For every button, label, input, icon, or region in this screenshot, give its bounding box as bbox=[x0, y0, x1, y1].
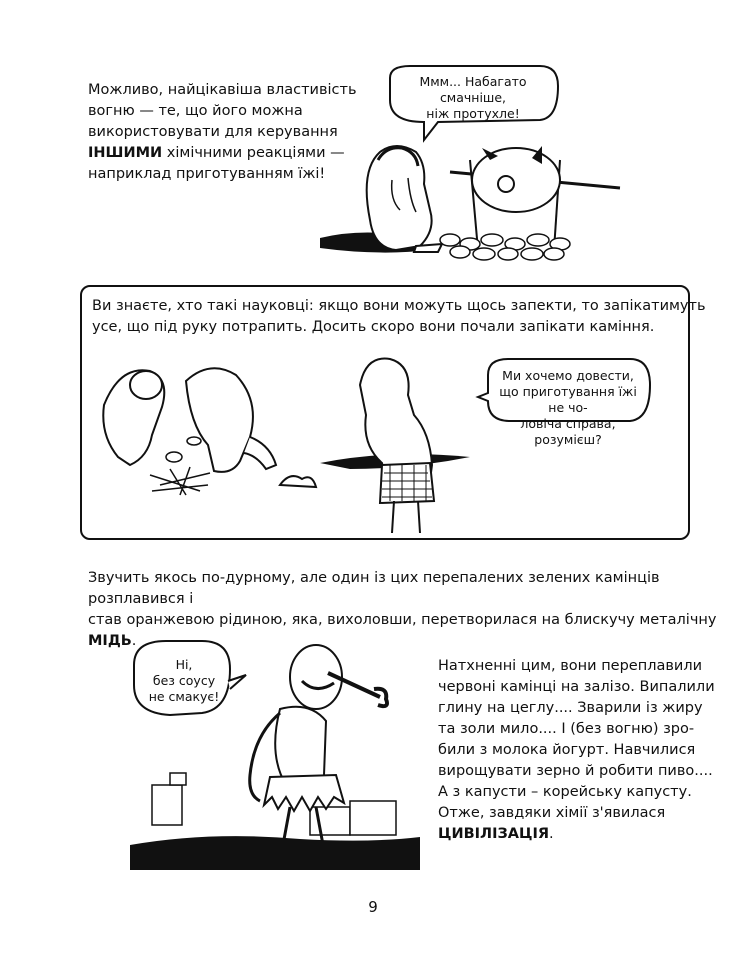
intro-line-1: Можливо, найцікавіша властивість bbox=[88, 82, 357, 98]
intro-emphasis: ІНШИМИ bbox=[88, 145, 163, 161]
tastier-line-1: Ммм... Набагато смачніше, bbox=[419, 74, 527, 105]
stone-pair bbox=[280, 476, 316, 487]
no-sauce-line-3: не смакує! bbox=[148, 689, 220, 704]
page-number: 9 bbox=[368, 898, 378, 916]
intro-line-4 bbox=[88, 143, 357, 164]
civilization-line-4: та золи мило.... І (без вогню) зро- bbox=[438, 721, 695, 737]
civilization-line-3: глину на цеглу.... Зварили із жиру bbox=[438, 700, 703, 716]
womens-work-line-3: ловіча справа, розумієш? bbox=[520, 416, 616, 447]
civilization-line-1: Натхненні цим, вони переплавили bbox=[438, 658, 703, 674]
copper-line-2-text: став оранжевою рідиною, яка, вихоловши, перетворилася на блискучу металічну bbox=[88, 612, 717, 628]
civilization-caption bbox=[438, 656, 715, 845]
bottom-ground bbox=[130, 836, 420, 870]
no-sauce-bubble-text bbox=[142, 657, 226, 705]
no-sauce-line-1: Ні, bbox=[175, 657, 193, 672]
civilization-emphasis: ЦИВІЛІЗАЦІЯ bbox=[438, 826, 550, 842]
intro-line-2: вогню — те, що його можна bbox=[88, 103, 303, 119]
copper-line-2-end: . bbox=[131, 633, 137, 649]
tastier-bubble-text bbox=[392, 74, 554, 122]
womens-work-bubble-text bbox=[490, 368, 646, 448]
hot-stone bbox=[166, 452, 182, 462]
civilization-line-8: Отже, завдяки хімії з'явилася bbox=[438, 805, 666, 821]
grass-skirt bbox=[264, 775, 344, 811]
fire-pile bbox=[150, 467, 210, 495]
caveman-seated bbox=[367, 146, 432, 250]
copper-emphasis: МІДЬ bbox=[88, 633, 132, 649]
intro-line-4-rest: хімічними реакціями — bbox=[162, 145, 345, 161]
scientists-line-1: Ви знаєте, хто такі науковці: якщо вони можуть щось запекти, то запікатимуть bbox=[92, 298, 706, 314]
civilization-line-5: били з молока йогурт. Навчилися bbox=[438, 742, 696, 758]
caveman-right bbox=[186, 368, 253, 472]
no-sauce-line-2: без соусу bbox=[152, 673, 216, 688]
intro-line-3: використовувати для керування bbox=[88, 124, 338, 140]
tastier-line-2: ніж протухле! bbox=[426, 106, 520, 121]
scientists-caption bbox=[92, 296, 706, 338]
copper-line-1: Звучить якось по-дурному, але один із цих перепалених зелених камінців розплавився і bbox=[88, 570, 660, 607]
womens-work-line-1: Ми хочемо довести, bbox=[502, 368, 634, 383]
roasting-pig bbox=[472, 148, 560, 212]
civilization-line-9-end: . bbox=[549, 826, 554, 842]
civilization-line-9 bbox=[438, 824, 715, 845]
civilization-line-6: вирощувати зерно й робити пиво.... bbox=[438, 763, 713, 779]
intro-caption bbox=[88, 80, 357, 185]
civilization-line-2: червоні камінці на залізо. Випалили bbox=[438, 679, 715, 695]
scientists-line-2: усе, що під руку потрапить. Досить скоро вони почали запікати каміння. bbox=[92, 319, 655, 335]
fire-stones bbox=[440, 234, 570, 260]
womens-work-line-2: що приготування їжі не чо- bbox=[499, 384, 637, 415]
intro-line-5: наприклад приготуванням їжі! bbox=[88, 166, 326, 182]
civilization-line-7: А з капусти – корейську капусту. bbox=[438, 784, 692, 800]
